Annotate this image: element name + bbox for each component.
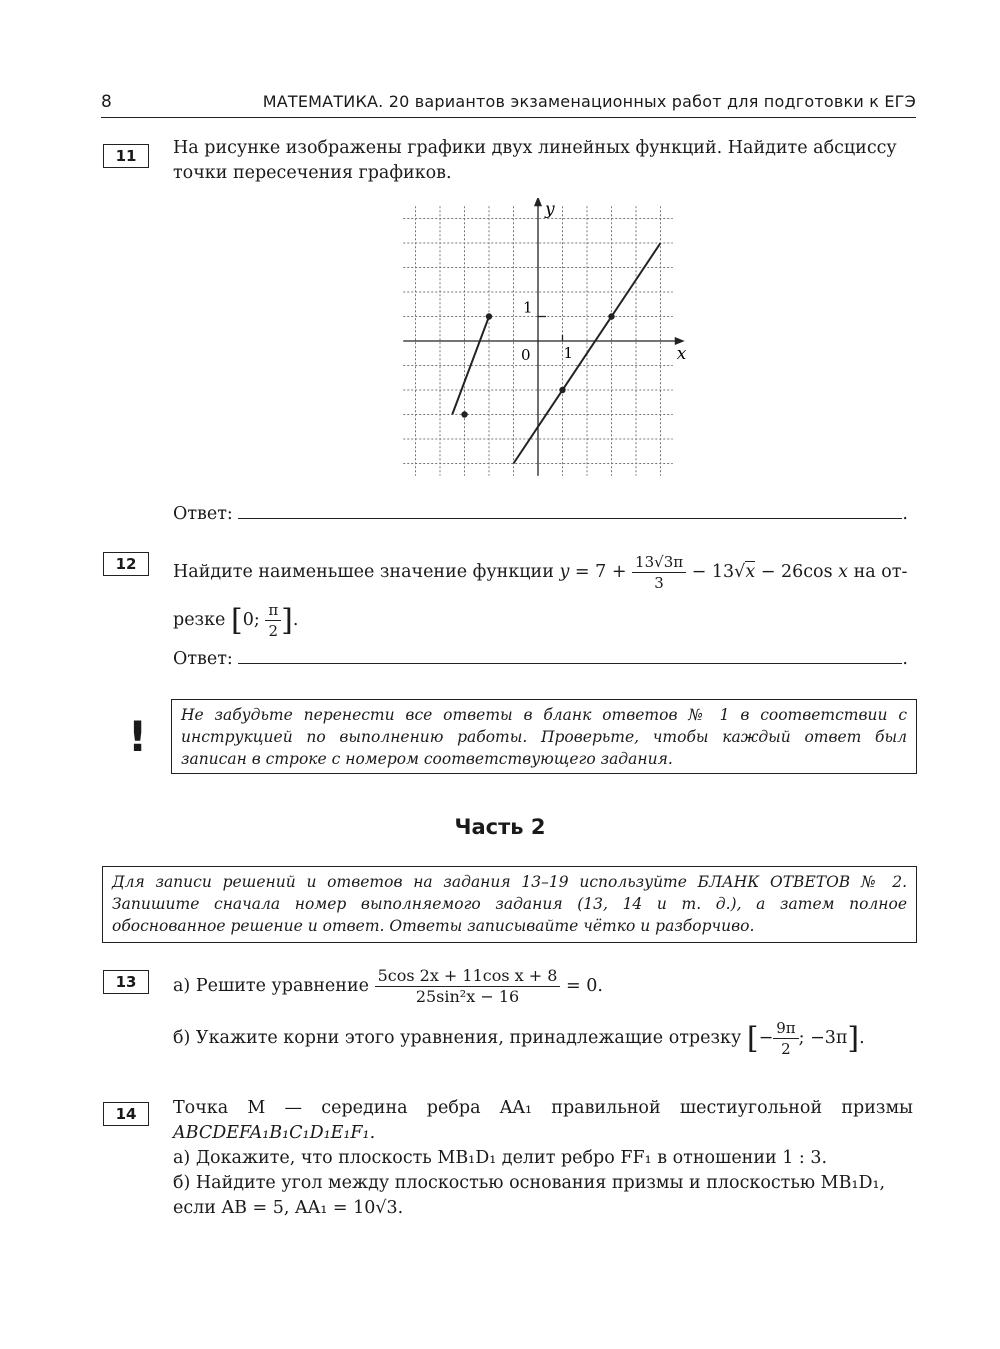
marked-point — [461, 411, 467, 417]
task-12-var-y: y — [559, 562, 570, 582]
task-13-part-a — [173, 966, 603, 1007]
marked-point — [559, 387, 565, 393]
task-12-suffix: на от- — [848, 562, 908, 582]
task-13-b-suffix: ; −3π — [798, 1028, 848, 1048]
task-12-interval-den: 2 — [268, 622, 279, 640]
task-12-interval: резке [0; $\frac{\pi}{2}$ ]. — [173, 601, 299, 640]
task-13-a-suffix: = 0. — [560, 976, 603, 996]
task-13-b-num: 9π — [773, 1018, 798, 1039]
notice-exclamation-icon: ! — [128, 712, 148, 761]
task-12-interval-num: π — [265, 600, 281, 621]
graph-y-label: y — [545, 199, 555, 220]
task-11-graph — [395, 198, 695, 480]
page-number: 8 — [101, 92, 112, 112]
part-2-instruction-box — [102, 866, 917, 943]
task-13-part-b: б) Укажите корни этого уравнения, принадлежащие отрезку [− $\frac{9\pi}{2}$ ; −3π]. — [173, 1019, 865, 1058]
task-12-frac-num: 13√3π — [632, 552, 686, 573]
task-13-b-den: 2 — [781, 1040, 791, 1058]
task-14-line-5: если AB = 5, AA₁ = 10√3. — [173, 1198, 404, 1218]
task-11-answer-field[interactable] — [238, 504, 902, 519]
task-number-12: 12 — [103, 552, 149, 576]
task-13-b-fraction — [773, 1018, 798, 1059]
task-12-line2-prefix: резке — [173, 610, 226, 630]
task-13-b-minus: − — [758, 1028, 774, 1048]
task-11-answer-row: Ответ: . — [173, 504, 908, 524]
part-2-instruction-text: Для записи решений и ответов на задания 13–19 используйте БЛАНК ОТВЕТОВ № 2. Запишите сначала номер выполняемого задания (13, 14 и т. д.), а затем полное обоснованное решение и ответ. Ответы записывайте чётко и разборчиво. — [112, 873, 907, 935]
task-14-line-1: Точка M — середина ребра AA₁ правильной шестиугольной призмы — [173, 1098, 913, 1118]
task-13-a-num: 5cos 2x + 11cos x + 8 — [375, 966, 561, 987]
notice-text: Не забудьте перенести все ответы в бланк ответов № 1 в соответствии с инструкцией по выполнению работы. Проверьте, чтобы каждый ответ был записан в строке с номером соответствующего задания. — [181, 706, 907, 768]
task-13-a-fraction — [375, 966, 561, 1007]
task-14-text — [173, 1096, 913, 1221]
task-13-b-prefix: б) Укажите корни этого уравнения, принадлежащие отрезку — [173, 1028, 742, 1048]
task-13-a-prefix: а) Решите уравнение — [173, 976, 369, 996]
task-12-var-x: x — [745, 562, 756, 582]
graph-y-unit-label: 1 — [523, 298, 533, 317]
graph-x-unit-label: 1 — [563, 344, 574, 362]
task-11-answer-label: Ответ: — [173, 504, 233, 524]
task-11-text: На рисунке изображены графики двух линейных функций. Найдите абсциссу точки пересечения графиков. — [173, 138, 897, 183]
graph-axes — [403, 198, 685, 476]
task-12-prefix: Найдите наименьшее значение функции — [173, 562, 554, 582]
notice-box — [171, 699, 917, 774]
task-number-14: 14 — [103, 1102, 149, 1126]
task-12-frac-den: 3 — [654, 574, 664, 592]
running-header-title: МАТЕМАТИКА. 20 вариантов экзаменационных работ для подготовки к ЕГЭ — [262, 92, 916, 111]
y-axis-arrow — [534, 198, 542, 206]
task-12-interval-fraction — [265, 600, 281, 641]
task-number-13: 13 — [103, 970, 149, 994]
task-12-answer-label: Ответ: — [173, 649, 233, 669]
graph-x-label: x — [676, 344, 687, 364]
task-12-fraction — [632, 552, 686, 593]
graph-origin-label: 0 — [521, 346, 531, 364]
task-13-a-den: 25sin²x − 16 — [415, 987, 520, 1006]
task-12-eq-part3: − 26cos — [755, 562, 839, 582]
task-14-line-4: б) Найдите угол между плоскостью основания призмы и плоскостью MB₁D₁, — [173, 1173, 886, 1193]
marked-point — [486, 313, 492, 319]
task-12-answer-row: Ответ: . — [173, 649, 908, 669]
graph-series — [452, 243, 660, 464]
marked-point — [608, 313, 614, 319]
task-12-eq-part2: − 13√ — [686, 562, 746, 582]
task-12-answer-field[interactable] — [238, 649, 902, 664]
task-number-11: 11 — [103, 144, 149, 168]
task-12-var-x2: x — [838, 562, 848, 582]
task-12-eq-part1: = 7 + — [569, 562, 633, 582]
task-14-line-3: а) Докажите, что плоскость MB₁D₁ делит ребро FF₁ в отношении 1 : 3. — [173, 1148, 828, 1168]
task-12-interval-left: 0; — [242, 610, 260, 630]
task-12-text — [173, 552, 918, 593]
part-2-title: Часть 2 — [454, 815, 546, 839]
task-14-line-2: ABCDEFA₁B₁C₁D₁E₁F₁. — [173, 1123, 376, 1143]
header-divider — [101, 117, 916, 118]
